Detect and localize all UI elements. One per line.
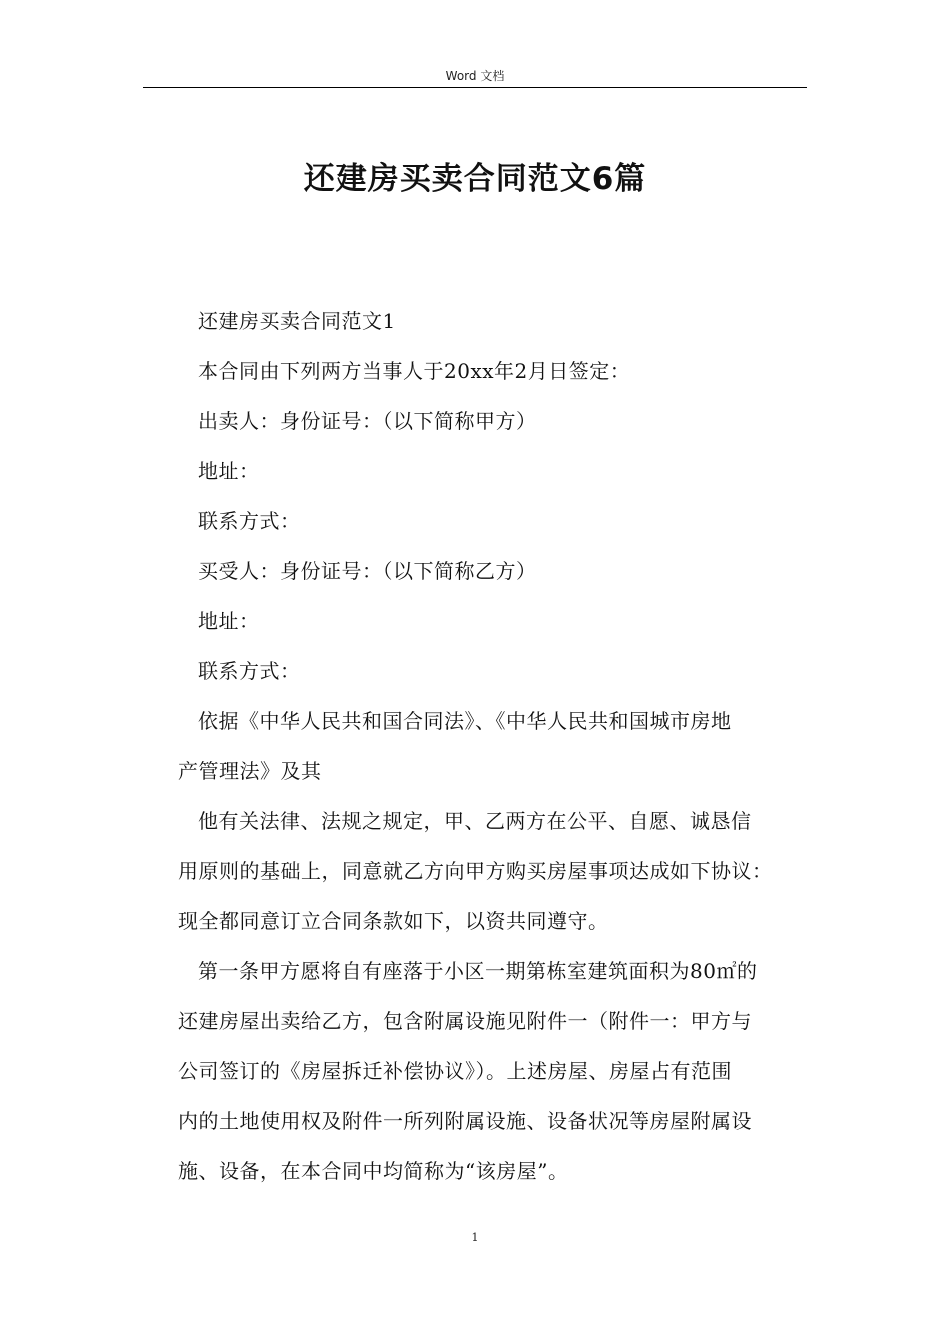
paragraph-line: 用原则的基础上，同意就乙方向甲方购买房屋事项达成如下协议： [178,859,773,883]
paragraph-line: 还建房买卖合同范文1 [198,309,396,333]
paragraph-line: 本合同由下列两方当事人于20xx年2月日签定： [198,359,631,383]
paragraph-line: 产管理法》及其 [178,759,322,783]
paragraph-line: 还建房屋出卖给乙方，包含附属设施见附件一（附件一：甲方与 [178,1009,752,1033]
paragraph-line: 地址： [198,459,260,483]
paragraph-line: 内的土地使用权及附件一所列附属设施、设备状况等房屋附属设 [178,1109,752,1133]
paragraph-line: 买受人：身份证号：（以下简称乙方） [198,559,537,583]
paragraph-line: 现全都同意订立合同条款如下，以资共同遵守。 [178,909,609,933]
paragraph-line: 施、设备，在本合同中均简称为“该房屋”。 [178,1159,569,1183]
paragraph-line: 联系方式： [198,659,301,683]
page-header: Word 文档 [445,69,505,83]
paragraph-line: 他有关法律、法规之规定，甲、乙两方在公平、自愿、诚恳信 [198,809,752,833]
paragraph-line: 公司签订的《房屋拆迁补偿协议》）。上述房屋、房屋占有范围 [178,1059,732,1083]
paragraph-line: 依据《中华人民共和国合同法》、《中华人民共和国城市房地 [198,709,732,733]
paragraph-line: 第一条甲方愿将自有座落于小区一期第栋室建筑面积为80㎡的 [198,959,758,983]
paragraph-line: 出卖人：身份证号：（以下简称甲方） [198,409,537,433]
paragraph-line: 地址： [198,609,260,633]
document-body [178,296,810,1196]
document-title: 还建房买卖合同范文6篇 [303,161,647,197]
paragraph-line: 联系方式： [198,509,301,533]
page-number: 1 [471,1231,479,1244]
header-divider [143,87,807,88]
